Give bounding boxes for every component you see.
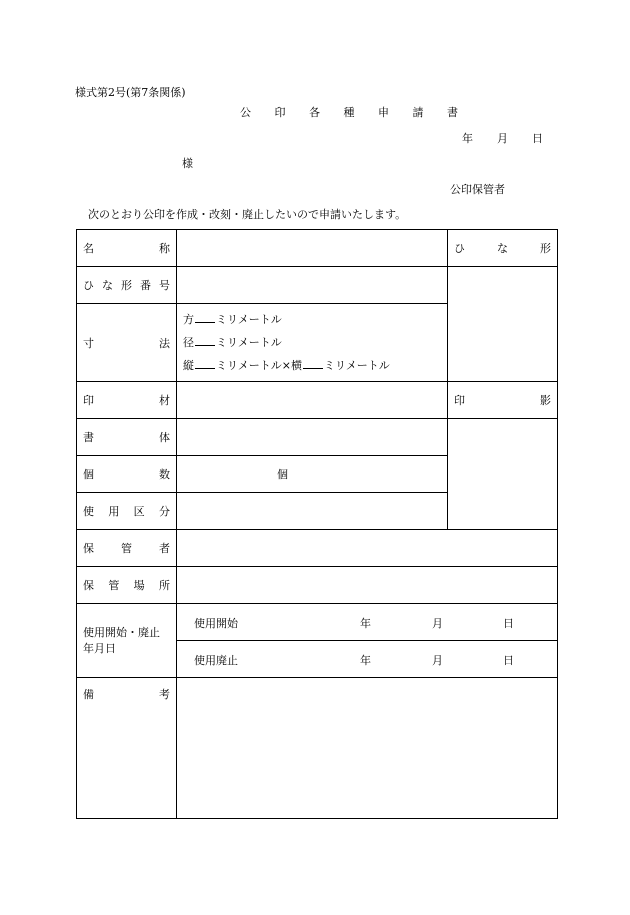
intro-text: 次のとおり公印を作成・改刻・廃止したいので申請いたします。 xyxy=(88,208,407,221)
applicant-label: 公印保管者 xyxy=(450,183,505,196)
square-blank[interactable] xyxy=(195,312,215,323)
form-number-label: 様式第2号(第7条関係) xyxy=(75,86,186,99)
square-dimension-line: 方 ミリメートル xyxy=(183,313,282,326)
keeper-label-cell: 保 管 者 xyxy=(77,530,177,567)
use-end-label: 使用廃止 xyxy=(194,654,238,667)
use-end-row[interactable] xyxy=(177,641,558,678)
name-field[interactable] xyxy=(177,230,448,267)
name-label-cell: 名 称 xyxy=(77,230,177,267)
count-label-cell: 個 数 xyxy=(77,456,177,493)
count-unit: 個 xyxy=(277,468,288,481)
vertical-blank[interactable] xyxy=(195,358,215,369)
addressee-suffix: 様 xyxy=(182,157,193,170)
application-date xyxy=(462,130,543,146)
hinagata-number-field[interactable] xyxy=(177,267,448,304)
hinagata-label-cell: ひ な 形 xyxy=(448,230,558,267)
keeper-field[interactable] xyxy=(177,530,558,567)
dimension-field[interactable] xyxy=(177,304,448,382)
use-start-year: 年 xyxy=(360,617,371,630)
typeface-field[interactable] xyxy=(177,419,448,456)
hinagata-number-label-cell: ひ な 形 番 号 xyxy=(77,267,177,304)
remarks-field[interactable] xyxy=(177,678,558,819)
count-field[interactable] xyxy=(177,456,448,493)
use-start-label: 使用開始 xyxy=(194,617,238,630)
usage-category-label-cell: 使 用 区 分 xyxy=(77,493,177,530)
impression-image-area[interactable] xyxy=(448,419,558,530)
horizontal-blank[interactable] xyxy=(303,358,323,369)
storage-place-label-cell: 保 管 場 所 xyxy=(77,567,177,604)
use-start-row[interactable] xyxy=(177,604,558,641)
diameter-dimension-line: 径 ミリメートル xyxy=(183,336,282,349)
document-title: 公 印 各 種 申 請 書 xyxy=(240,106,468,119)
application-form-table xyxy=(76,229,558,819)
date-day: 日 xyxy=(532,132,543,145)
dates-label-cell: 使用開始・廃止 年月日 xyxy=(77,604,177,678)
rectangle-dimension-line: 縦 ミリメートル×横 ミリメートル xyxy=(183,359,390,372)
impression-label-cell: 印 影 xyxy=(448,382,558,419)
use-start-day: 日 xyxy=(503,617,514,630)
dimension-label-cell: 寸 法 xyxy=(77,304,177,382)
diameter-blank[interactable] xyxy=(195,335,215,346)
usage-category-field[interactable] xyxy=(177,493,448,530)
material-field[interactable] xyxy=(177,382,448,419)
date-year: 年 xyxy=(462,132,473,145)
material-label-cell: 印 材 xyxy=(77,382,177,419)
use-end-month: 月 xyxy=(432,654,443,667)
storage-place-field[interactable] xyxy=(177,567,558,604)
use-start-month: 月 xyxy=(432,617,443,630)
remarks-label-cell: 備 考 xyxy=(77,678,177,819)
hinagata-image-area[interactable] xyxy=(448,267,558,382)
typeface-label-cell: 書 体 xyxy=(77,419,177,456)
date-month: 月 xyxy=(497,132,508,145)
use-end-day: 日 xyxy=(503,654,514,667)
use-end-year: 年 xyxy=(360,654,371,667)
